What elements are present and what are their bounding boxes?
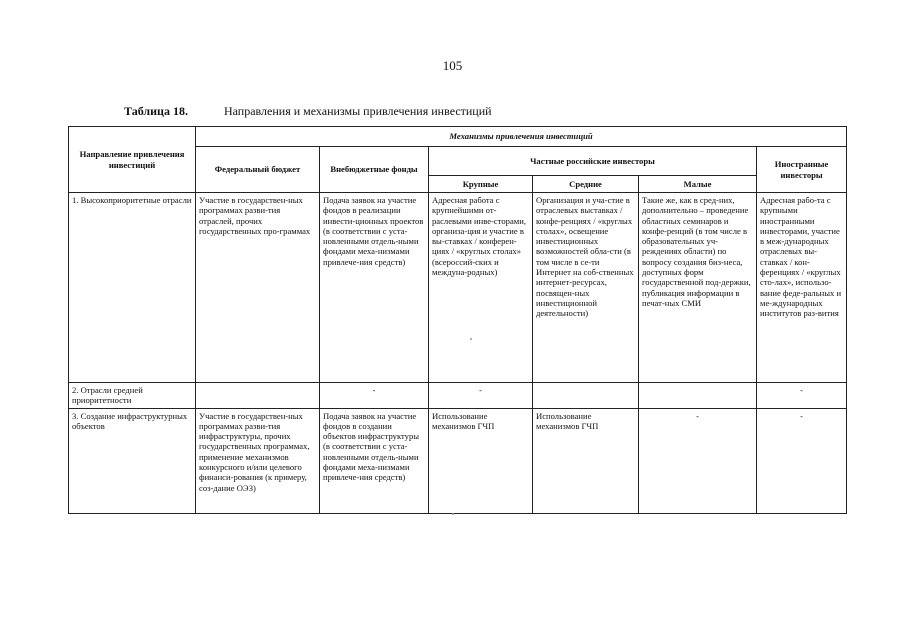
scan-speck [470, 338, 472, 340]
header-offbudget-funds: Внебюджетные фонды [320, 147, 429, 193]
table-caption-title: Направления и механизмы привлечения инвестиций [223, 104, 492, 118]
header-foreign-investors: Иностранные инвесторы [757, 147, 847, 193]
header-small: Малые [639, 176, 757, 193]
cell-foreign: - [757, 383, 847, 409]
page-number: 105 [442, 58, 463, 73]
cell-offbudget: Подача заявок на участие фондов в создании объектов инфраструктуры (в соответствии с уста-новленными отдель-ными фондами меха-низмами привлече-ния средств) [320, 408, 429, 513]
cell-large: - [429, 383, 533, 409]
table-row [69, 193, 847, 383]
scan-speck [452, 513, 454, 515]
header-large: Крупные [429, 176, 533, 193]
investment-table [68, 126, 847, 514]
cell-medium [533, 383, 639, 409]
cell-small: Такие же, как в сред-них, дополнительно – проведение областных семинаров и конфе-ренций (в том числе в образовательных уч-реждениях области) по вопросу создания биз-неса, доступных форм государственной под-держки, публикация информации в печат-ных СМИ [639, 193, 757, 383]
cell-large: Использование механизмов ГЧП [429, 408, 533, 513]
cell-small [639, 383, 757, 409]
row-direction: 1. Высокоприоритетные отрасли [69, 193, 196, 383]
header-medium: Средние [533, 176, 639, 193]
row-direction: 2. Отрасли средней приоритетности [69, 383, 196, 409]
row-direction: 3. Создание инфраструктурных объектов [69, 408, 196, 513]
cell-offbudget: - [320, 383, 429, 409]
cell-large: Адресная работа с крупнейшими от-раслевыми инве-сторами, организа-ция и участие в вы-ставках / конферен-циях / «круглых столах» (всероссий-ских и междуна-родных) [429, 193, 533, 383]
cell-foreign: Адресная рабо-та с крупными иностранными инвесторами, участие в меж-дународных отраслевых вы-ставках / кон-ференциях / «круглых сто-лах», использо-вание феде-ральных и ме-ждународных институтов раз-вития [757, 193, 847, 383]
header-direction: Направление привлечения инвестиций [69, 127, 196, 193]
header-mechanisms: Механизмы привлечения инвестиций [196, 127, 847, 147]
table-row [69, 383, 847, 409]
header-private-investors: Частные российские инвесторы [429, 147, 757, 176]
table-caption [124, 104, 492, 119]
cell-federal [196, 383, 320, 409]
header-federal-budget: Федеральный бюджет [196, 147, 320, 193]
cell-federal: Участие в государствен-ных программах разви-тия инфраструктуры, прочих государственных программах, применение механизмов конкурсного и/или целевого финанси-рования (к примеру, соз-дание ОЭЗ) [196, 408, 320, 513]
table-row [69, 408, 847, 513]
cell-offbudget: Подача заявок на участие фондов в реализации инвести-ционных проектов (в соответствии с уста-новленными отдель-ными фондами меха-низмами привлече-ния средств) [320, 193, 429, 383]
cell-federal: Участие в государствен-ных программах разви-тия отраслей, прочих государственных про-граммах [196, 193, 320, 383]
cell-foreign: - [757, 408, 847, 513]
cell-medium: Организация и уча-стие в отраслевых выставках / конфе-ренциях / «круглых столах», освещение инвестиционных возможностей обла-сти (в том числе в се-ти Интернет на соб-ственных интернет-ресурсах, посвящен-ных инвестиционной деятельности) [533, 193, 639, 383]
cell-small: - [639, 408, 757, 513]
cell-medium: Использование механизмов ГЧП [533, 408, 639, 513]
table-caption-label: Таблица 18. [124, 104, 188, 118]
